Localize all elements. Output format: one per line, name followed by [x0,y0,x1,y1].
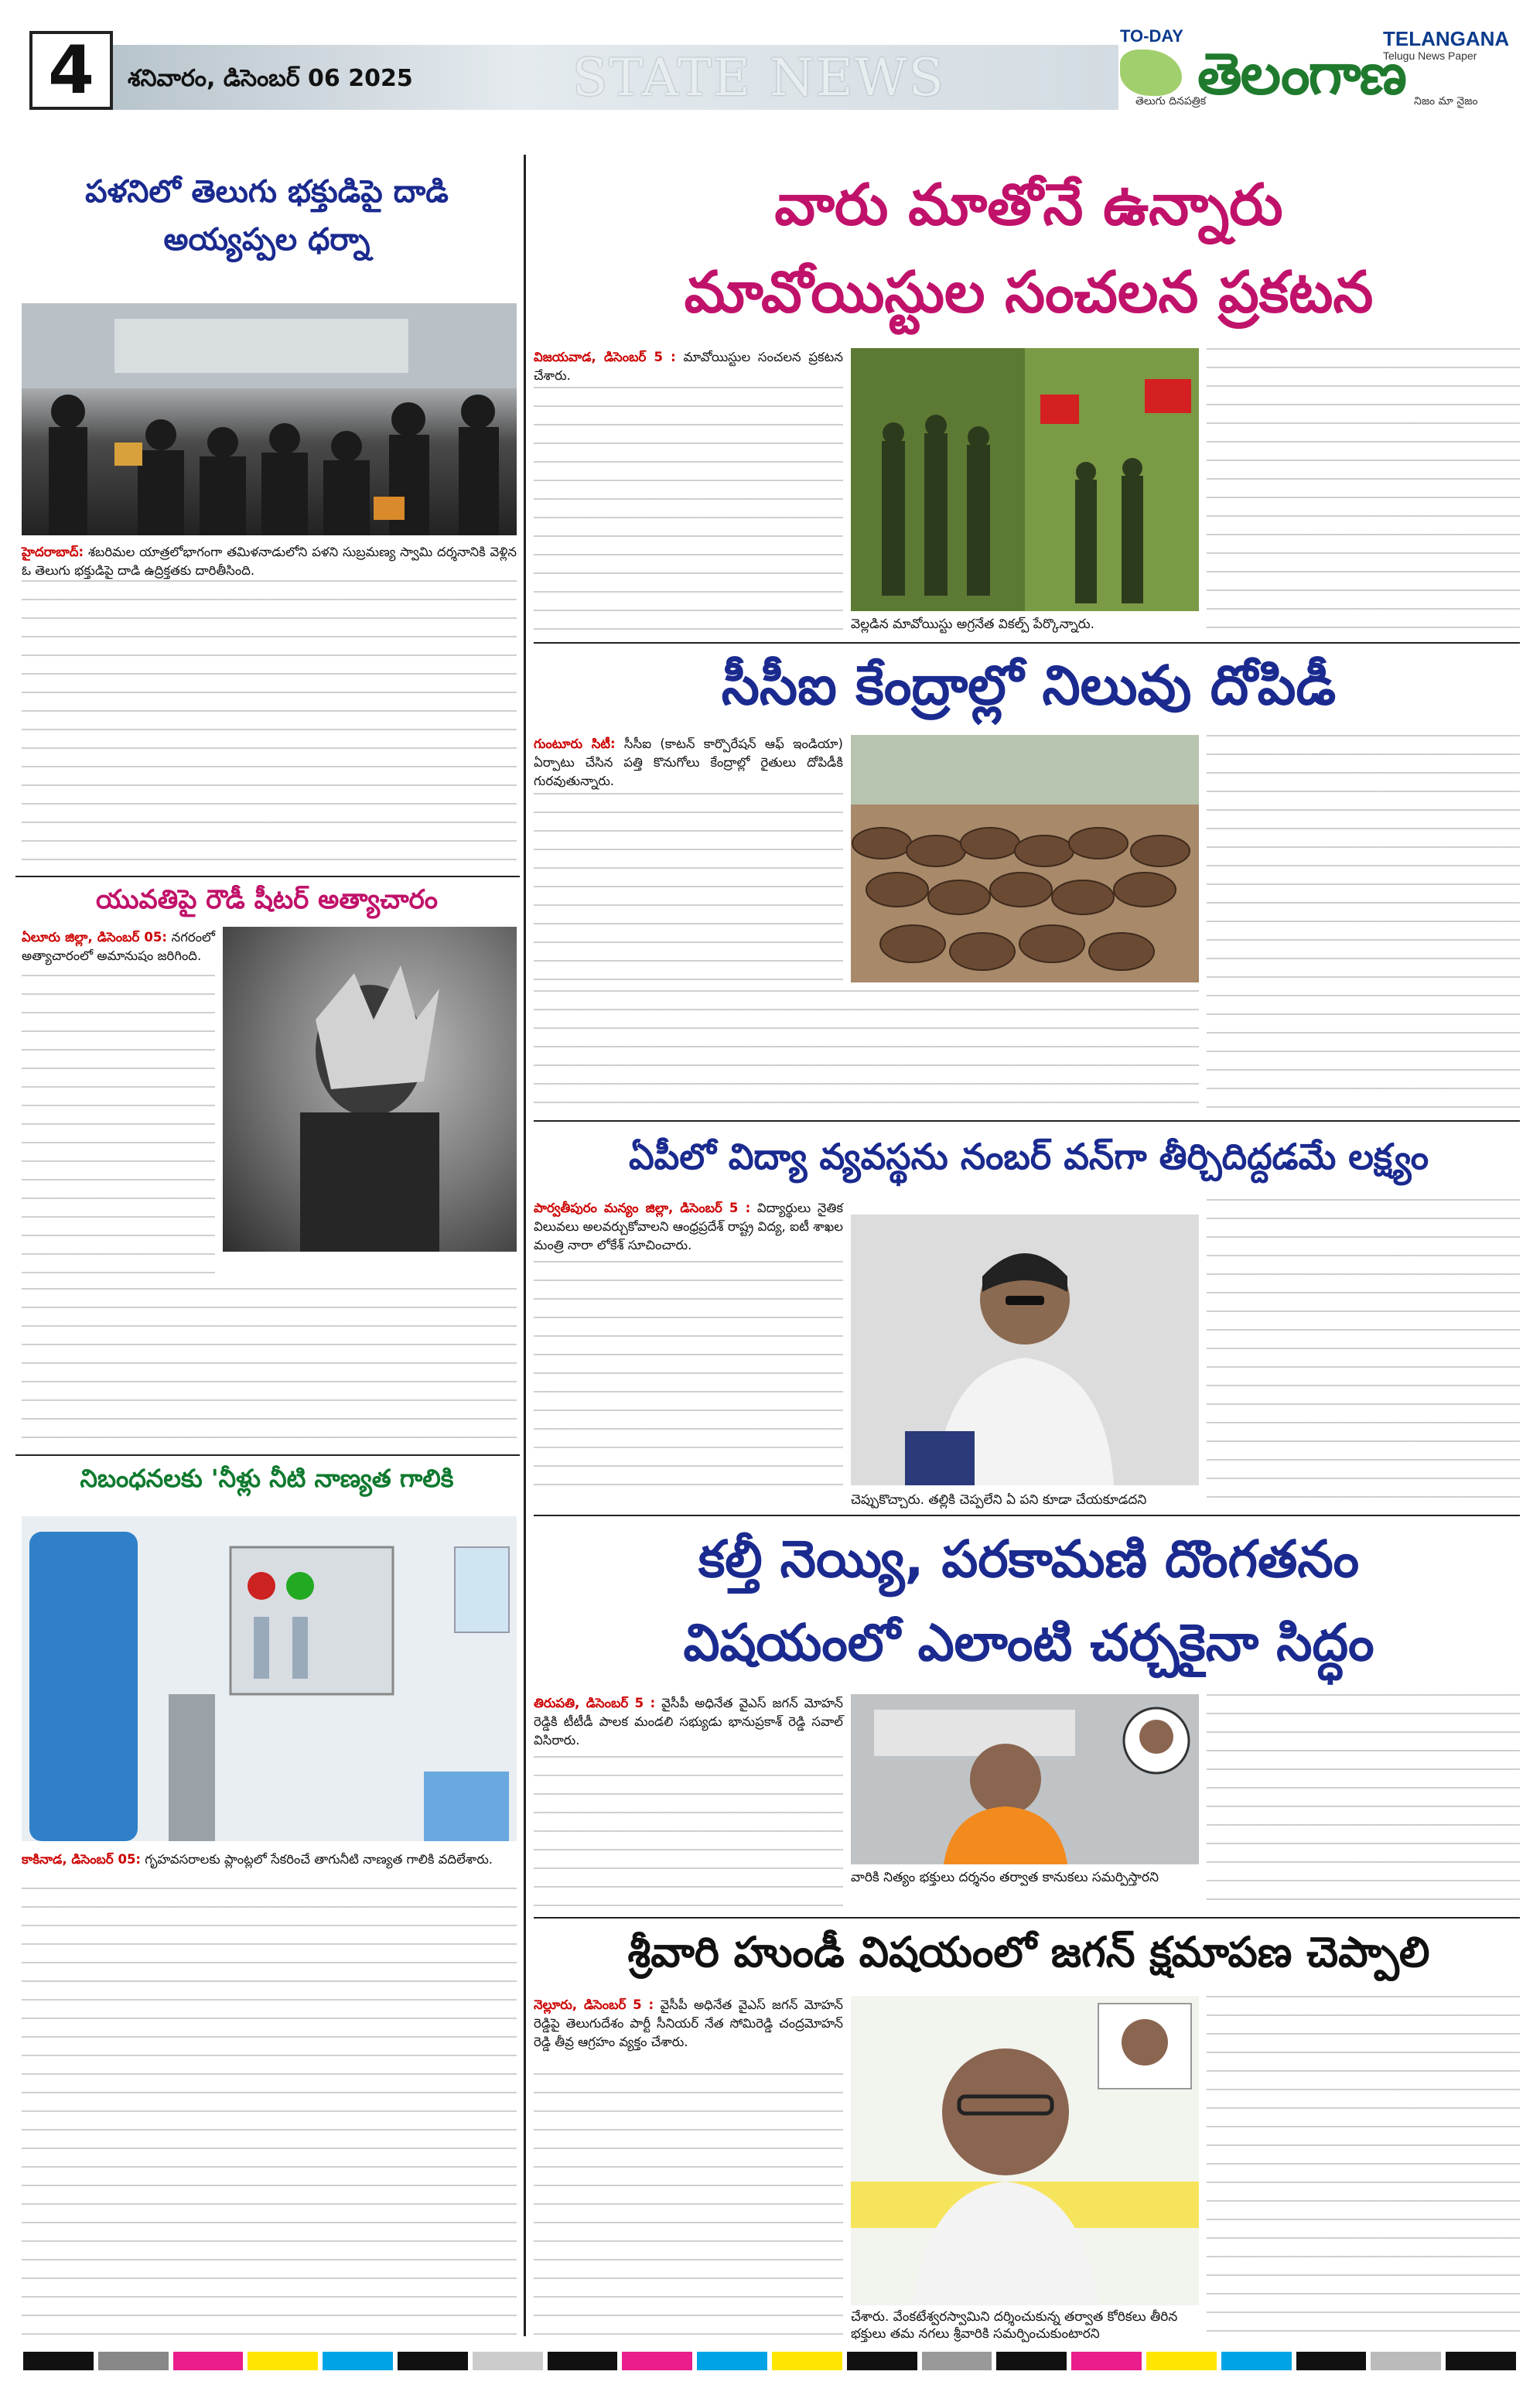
maoists-lead [534,348,843,385]
story-separator [534,1120,1520,1122]
cci-body-bottom [534,990,1199,1114]
ghee-headline-1: కల్తీ నెయ్యి, పరకామణి దొంగతనం [698,1529,1360,1589]
logo-title: తెలంగాణ [1197,41,1405,108]
rowdy-byline: ఏలూరు జిల్లా, డిసెంబర్ 05: [22,930,167,945]
water-photo [22,1516,517,1841]
palani-byline: హైదరాబాద్: [22,545,84,559]
water-headline: నిబంధనలకు 'నీళ్లు నీటి నాణ్యత గాలికి [80,1464,454,1493]
water-byline: కాకినాడ, డిసెంబర్ 05: [22,1852,142,1867]
palani-body-text [22,580,517,874]
rowdy-lead-text: నగరంలో అత్యాచారంలో అమానుషం జరిగింది. [22,930,215,963]
logo-name-en: TELANGANA [1383,27,1510,50]
logo-today: TO-DAY [1120,26,1183,46]
cotton-bales-illustration [851,735,1199,982]
maoists-caption: వెల్లడిన మావోయిస్టు అగ్రనేత వికల్ప్ పేర్కొన్నారు. [851,617,1094,632]
water-body-text [22,1888,517,2336]
education-lead [534,1199,843,1255]
ghee-headline-2: విషయంలో ఎలాంటి చర్చకైనా సిద్ధం [683,1613,1374,1673]
cci-photo [851,735,1199,982]
story-separator [534,1515,1520,1516]
hundi-body-right [1207,1996,1520,2336]
ghee-caption: వారికి నిత్యం భక్తులు దర్శనం తర్వాత కానుకలు సమర్పిస్తారని [851,1870,1159,1885]
palani-lead-text: శబరిమల యాత్రలోభాగంగా తమిళనాడులోని పళని సుబ్రమణ్య స్వామి దర్శనానికి వెళ్లిన ఓ తెలుగు భక్తుడిపై దాడి ఉద్రిక్తతకు దారితీసింది. [22,545,517,578]
palani-photo [22,303,517,535]
protest-photo-illustration [22,303,517,535]
rowdy-body-text-side [22,975,215,1284]
ro-plant-illustration [22,1516,517,1841]
logo-right-tag: నిజం మా నైజం [1414,95,1478,108]
color-registration-strip [23,2352,1516,2370]
ghee-body-left [534,1756,843,1911]
column-divider [524,155,526,2336]
ghee-lead-text: వైసీపీ అధినేత వైఎస్ జగన్ మోహన్ రెడ్డికి టీటీడీ పాలక మండలి సభ్యుడు భానుప్రకాశ్ రెడ్డి సవాల్ విసిరారు. [534,1696,843,1748]
education-body-right [1207,1199,1520,1509]
rowdy-body-text [22,1288,517,1443]
maoists-byline: విజయవాడ, డిసెంబర్ 5 : [534,350,676,364]
logo-left-tag: తెలుగు దినపత్రిక [1135,95,1207,108]
section-title: STATE NEWS [572,48,945,108]
hundi-body-left [534,2073,843,2336]
hundi-byline: నెల్లూరు, డిసెంబర్ 5 : [534,1997,654,2012]
logo-subtitle: Telugu News Paper [1383,50,1477,62]
issue-date: శనివారం, డిసెంబర్ 06 2025 [128,65,413,92]
palani-headline-1: పళనిలో తెలుగు భక్తుడిపై దాడి [85,174,449,210]
cci-headline: సీసీఐ కేంద్రాల్లో నిలువు దోపిడీ [721,654,1337,717]
newspaper-logo [1120,26,1514,111]
distressed-woman-illustration [223,927,517,1252]
maoist-cadres-illustration [851,348,1199,611]
hundi-caption: చేశారు. వేంకటేశ్వరస్వామిని దర్శించుకున్న తర్వాత కోరికలు తీరిన భక్తులు తమ నగలు శ్రీవారికి సమర్పించుకుంటారని [851,2309,1178,2342]
hundi-photo [851,1996,1199,2305]
education-caption: చెప్పుకొచ్చారు. తల్లికి చెప్పలేని ఏ పని కూడా చేయకూడదని [851,1492,1147,1508]
cci-byline: గుంటూరు సిటీ: [534,736,616,751]
education-headline: ఏపీలో విద్యా వ్యవస్థను నంబర్ వన్‌గా తీర్చిదిద్దడమే లక్ష్యం [628,1136,1429,1177]
page-number: 4 [29,31,113,110]
maoists-headline-1: వారు మాతోనే ఉన్నారు [774,172,1283,238]
ghee-photo [851,1694,1199,1864]
maoists-headline-2: మావోయిస్టుల సంచలన ప్రకటన [684,259,1374,326]
cci-body-left [534,793,843,986]
rowdy-lead [22,928,215,965]
cci-body-right [1207,735,1520,1114]
rowdy-photo [223,927,517,1252]
education-lead-text: విద్యార్థులు నైతిక విలువలు అలవర్చుకోవాలని ఆంధ్రప్రదేశ్ రాష్ట్ర విద్య, ఐటీ శాఖల మంత్రి నారా లోకేశ్ సూచించారు. [534,1201,844,1252]
palani-lead [22,543,517,580]
maoists-photo [851,348,1199,611]
story-separator [15,876,520,877]
water-lead-text: గృహవసరాలకు ప్లాంట్లలో సేకరించే తాగునీటి నాణ్యత గాలికి వదిలేశారు. [145,1852,493,1867]
story-separator [15,1454,520,1456]
water-lead [22,1850,517,1869]
cci-lead-text: సీసీఐ (కాటన్ కార్పొరేషన్ ఆఫ్ ఇండియా) ఏర్పాటు చేసిన పత్తి కొనుగోలు కేంద్రాల్లో రైతులు దోపిడీకి గురవుతున్నారు. [534,736,843,788]
hundi-headline: శ్రీవారి హుండీ విషయంలో జగన్ క్షమాపణ చెప్పాలి [627,1928,1430,1977]
education-body-left [534,1261,843,1501]
telangana-map-icon [1120,50,1182,96]
education-byline: పార్వతీపురం మన్యం జిల్లా, డిసెంబర్ 5 : [534,1201,751,1215]
tdp-leader-illustration [851,1996,1199,2305]
rowdy-headline: యువతిపై రౌడీ షీటర్ అత్యాచారం [95,884,438,915]
press-meet-illustration [851,1694,1199,1864]
story-separator [534,1917,1520,1919]
maoists-body-left [534,387,843,634]
palani-headline-2: అయ్యప్పల ధర్నా [163,222,370,258]
cci-lead [534,735,843,791]
ghee-byline: తిరుపతి, డిసెంబర్ 5 : [534,1696,656,1710]
hundi-lead [534,1996,843,2052]
story-separator [534,642,1520,644]
maoists-body-right [1207,348,1520,634]
maoists-lead-text: మావోయిస్టుల సంచలన ప్రకటన చేశారు. [534,350,843,383]
ghee-lead [534,1694,843,1750]
minister-speaking-illustration [851,1215,1199,1485]
hundi-lead-text: వైసీపీ అధినేత వైఎస్ జగన్ మోహన్ రెడ్డిపై తెలుగుదేశం పార్టీ సీనియర్ నేత సోమిరెడ్డి చంద్రమోహన్ రెడ్డి తీవ్ర ఆగ్రహం వ్యక్తం చేశారు. [534,1997,843,2049]
ghee-body-right [1207,1694,1520,1903]
education-photo [851,1215,1199,1485]
